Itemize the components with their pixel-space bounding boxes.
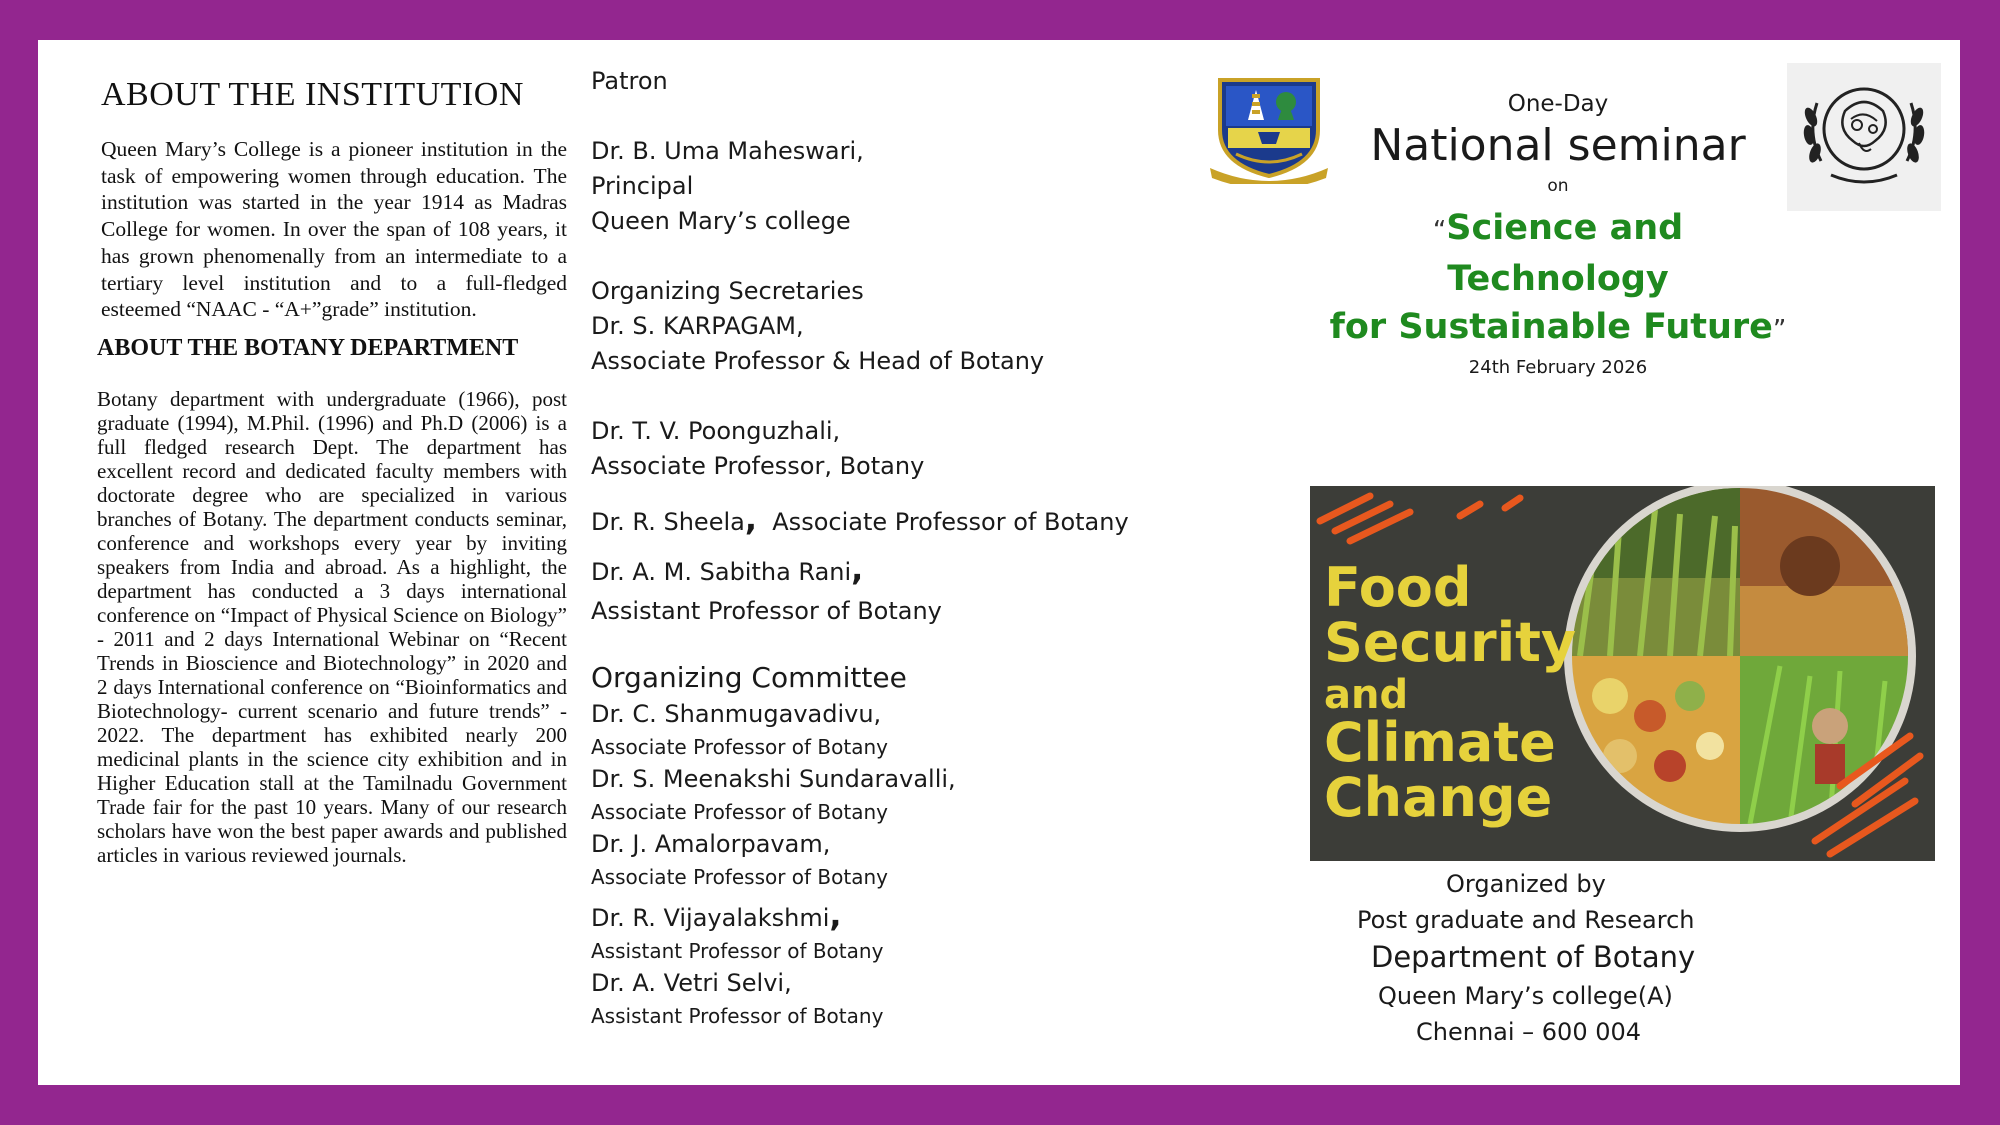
committee-name: Dr. C. Shanmugavadivu,	[591, 700, 882, 728]
secretary-entry	[591, 502, 1191, 540]
seminar-column	[1198, 40, 1960, 1085]
poster-word-and: and	[1324, 672, 1409, 718]
poster-artwork	[1310, 486, 1935, 861]
committee-comma: ,	[829, 896, 842, 934]
food-security-poster	[1310, 486, 1935, 861]
organizer-line-2: Department of Botany	[1371, 940, 1696, 974]
committee-name: Dr. J. Amalorpavam,	[591, 830, 831, 858]
secretary-name: Dr. S. KARPAGAM,	[591, 312, 804, 340]
patron-label: Patron	[591, 67, 668, 95]
college-emblem-logo	[1208, 72, 1330, 184]
theme-line-1: Science and Technology	[1446, 208, 1684, 299]
patron-college: Queen Mary’s college	[591, 207, 851, 235]
seminar-title-block	[1328, 88, 1788, 382]
brochure-sheet	[38, 40, 1960, 1085]
organizer-line-1: Post graduate and Research	[1357, 906, 1695, 934]
secretary-entry	[591, 552, 1191, 590]
committee-role: Associate Professor of Botany	[591, 800, 889, 824]
organizer-line-4: Chennai – 600 004	[1416, 1018, 1642, 1046]
committee-label: Organizing Committee	[591, 661, 907, 694]
committee-role: Assistant Professor of Botany	[591, 1004, 884, 1028]
poster-word-climate: Climate	[1324, 711, 1556, 774]
organizers-column	[591, 64, 1191, 1031]
department-text: Botany department with undergraduate (1966), post graduate (1994), M.Phil. (1996) and Ph.D (2006) is a full fledged research Dept. The department has excellent record and dedicated faculty members with doctorate degree who are specialized in various branches of Botany. The department conducts seminar, conference and workshops every year by inviting speakers from India and abroad. As a highlight, the department has conducted a 3 days international conference on “Impact of Physical Science on Biology” - 2011 and 2 days International Webinar on “Recent Trends in Bioscience and Biotechnology” in 2020 and 2 days International conference on “Bioinformatics and Biotechnology- current scenario and future trends” - 2022. The department has exhibited nearly 200 medicinal plants in the science city exhibition and in Higher Education stall at the Tamilnadu Government Trade fair for the past 10 years. Many of our research scholars have won the best paper awards and published articles in various reviewed journals.	[97, 386, 567, 867]
secretary-role: Associate Professor of Botany	[772, 508, 1129, 536]
committee-name: Dr. A. Vetri Selvi,	[591, 969, 792, 997]
committee-role: Associate Professor of Botany	[591, 735, 889, 759]
institution-heading: ABOUT THE INSTITUTION	[101, 76, 524, 113]
committee-role: Assistant Professor of Botany	[591, 939, 884, 963]
close-quote: ”	[1772, 315, 1787, 345]
secretary-comma: ,	[851, 550, 864, 588]
patron-role: Principal	[591, 172, 694, 200]
committee-role: Associate Professor of Botany	[591, 865, 889, 889]
poster-word-change: Change	[1324, 766, 1553, 829]
poster-word-security: Security	[1324, 611, 1577, 674]
department-heading: ABOUT THE BOTANY DEPARTMENT	[97, 334, 519, 361]
committee-entry	[591, 898, 1191, 936]
seminar-title: National seminar	[1370, 120, 1746, 171]
department-emblem-logo	[1787, 63, 1941, 211]
patron-name: Dr. B. Uma Maheswari,	[591, 137, 864, 165]
secretary-role: Assistant Professor of Botany	[591, 597, 942, 625]
on-label: on	[1547, 176, 1569, 196]
committee-name: Dr. S. Meenakshi Sundaravalli,	[591, 765, 956, 793]
one-day-label: One-Day	[1507, 91, 1609, 117]
organized-by-label: Organized by	[1446, 870, 1606, 898]
secretary-name: Dr. R. Sheela	[591, 508, 745, 536]
secretary-comma: ,	[744, 500, 757, 538]
leaf-wreath-icon	[1787, 63, 1941, 211]
committee-name: Dr. R. Vijayalakshmi	[591, 904, 830, 932]
secretaries-label: Organizing Secretaries	[591, 277, 864, 305]
secretary-role: Associate Professor & Head of Botany	[591, 347, 1045, 375]
seminar-date: 24th February 2026	[1468, 357, 1648, 378]
about-column	[97, 76, 567, 867]
open-quote: “	[1432, 216, 1447, 246]
poster-word-food: Food	[1324, 556, 1472, 619]
institution-text: Queen Mary’s College is a pioneer institution in the task of empowering women through education. The institution was started in the year 1914 as Madras College for women. In over the span of 108 years, it has grown phenomenally from an intermediate to a tertiary level institution and to a full-fledged esteemed “NAAC - “A+”grade” institution.	[101, 137, 567, 322]
secretary-name: Dr. T. V. Poonguzhali,	[591, 417, 841, 445]
organizer-line-3: Queen Mary’s college(A)	[1378, 982, 1673, 1010]
theme-line-2: for Sustainable Future	[1329, 307, 1773, 347]
secretary-role: Associate Professor, Botany	[591, 452, 925, 480]
secretary-name: Dr. A. M. Sabitha Rani	[591, 558, 852, 586]
seminar-theme	[1328, 204, 1788, 354]
